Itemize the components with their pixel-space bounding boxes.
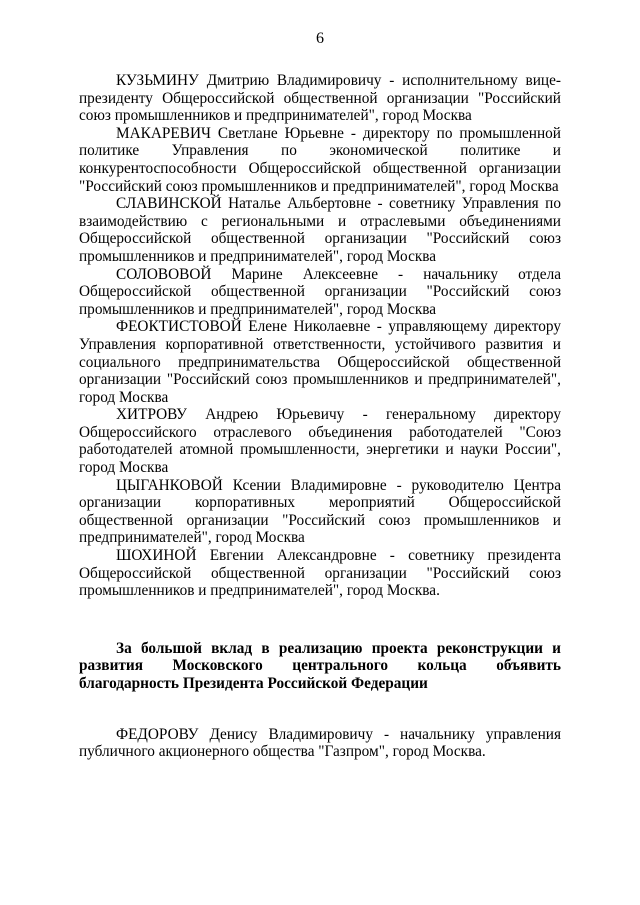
award-entry: КУЗЬМИНУ Дмитрию Владимировичу - исполнительному вице-президенту Общероссийской общественной организации "Российский союз промышленников и предпринимателей", город Москва bbox=[79, 72, 561, 125]
page-number: 6 bbox=[316, 30, 324, 47]
section-heading: За большой вклад в реализацию проекта реконструкции и развития Московского центрального кольца объявить благодарность Президента Российской Федерации bbox=[79, 639, 561, 692]
award-entry: ЦЫГАНКОВОЙ Ксении Владимировне - руководителю Центра организации корпоративных мероприятий Общероссийской общественной организации "Российский союз промышленников и предпринимателей", город Москва bbox=[79, 476, 561, 547]
award-entry: СЛАВИНСКОЙ Наталье Альбертовне - советнику Управления по взаимодействию с региональными и отраслевыми объединениями Общероссийской общественной организации "Российский союз промышленников и предпринимателей", город Москва bbox=[79, 195, 561, 265]
award-entry: МАКАРЕВИЧ Светлане Юрьевне - директору по промышленной политике Управления по экономической политике и конкурентоспособности Общероссийской общественной организации "Российский союз промышленников и предпринимателей", город Москва bbox=[79, 124, 561, 195]
award-entry: ХИТРОВУ Андрею Юрьевичу - генеральному директору Общероссийского отраслевого объединения работодателей "Союз работодателей атомной промышленности, энергетики и науки России", город Москва bbox=[79, 406, 561, 477]
award-entry: ФЕОКТИСТОВОЙ Елене Николаевне - управляющему директору Управления корпоративной ответственности, устойчивого развития и социального предпринимательства Общероссийской общественной организации "Российский союз промышленников и предпринимателей", город Москва bbox=[79, 318, 561, 406]
award-entry: ФЕДОРОВУ Денису Владимировичу - начальнику управления публичного акционерного общества "Газпром", город Москва. bbox=[79, 725, 561, 761]
award-entry: СОЛОВОВОЙ Марине Алексеевне - начальнику отдела Общероссийской общественной организации "Российский союз промышленников и предпринимателей", город Москва bbox=[79, 265, 561, 318]
award-entry: ШОХИНОЙ Евгении Александровне - советнику президента Общероссийской общественной организации "Российский союз промышленников и предпринимателей", город Москва. bbox=[79, 547, 561, 600]
document-body bbox=[79, 72, 561, 761]
gratitude-section bbox=[79, 640, 561, 761]
